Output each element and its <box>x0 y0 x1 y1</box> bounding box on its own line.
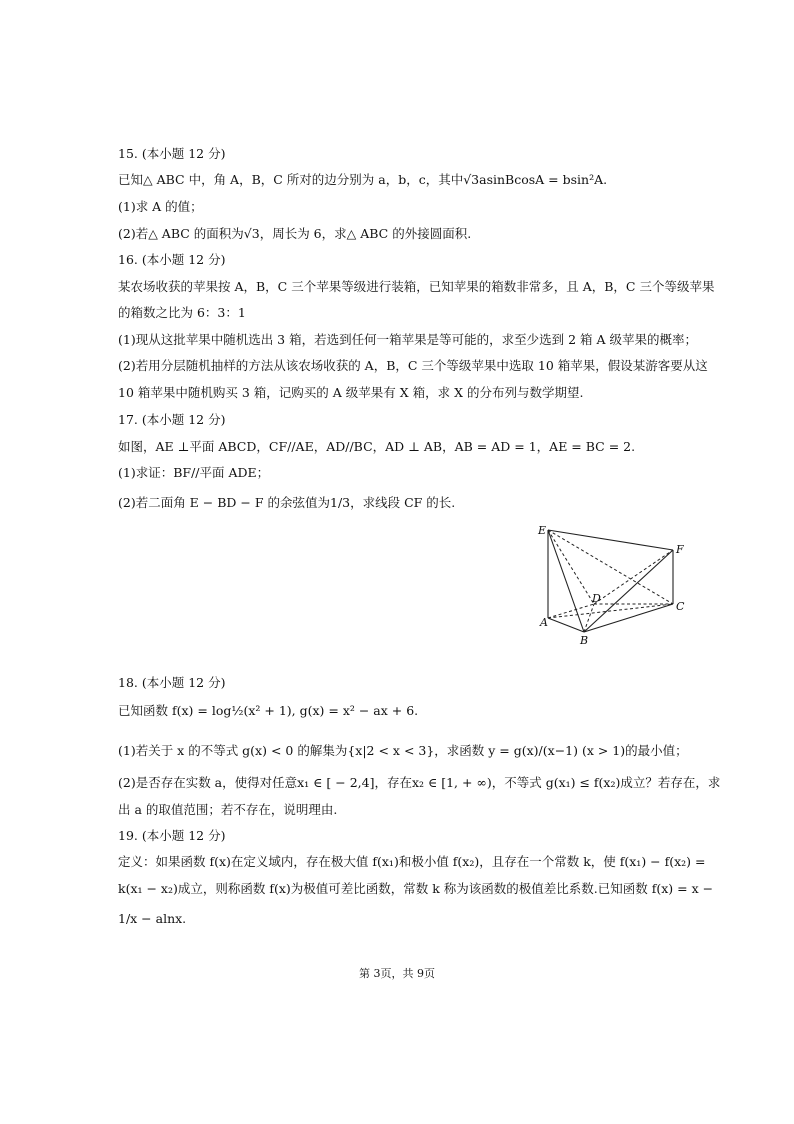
q19-stem-line1: 定义：如果函数 f(x)在定义域内，存在极大值 f(x₁)和极小值 f(x₂)，且存在一个常数 k，使 f(x₁) − f(x₂) = <box>118 854 706 869</box>
page-footer: 第 3页，共 9页 <box>359 967 435 980</box>
label-a: A <box>540 616 548 629</box>
q18-stem: 已知函数 f(x) = log½(x² + 1), g(x) = x² − ax + 6. <box>118 703 419 718</box>
label-d: D <box>592 592 601 605</box>
q16-heading: 16. (本小题 12 分) <box>118 252 226 267</box>
q18-part2-line1: (2)是否存在实数 a，使得对任意x₁ ∈ [ − 2,4]，存在x₂ ∈ [1, + ∞)，不等式 g(x₁) ≤ f(x₂)成立？若存在，求 <box>118 775 721 790</box>
q18-part1: (1)若关于 x 的不等式 g(x) < 0 的解集为{x|2 < x < 3}，求函数 y = g(x)/(x−1) (x > 1)的最小值； <box>118 743 688 758</box>
q19-heading: 19. (本小题 12 分) <box>118 828 226 843</box>
q17-part1: (1)求证：BF//平面 ADE； <box>118 465 270 480</box>
edge-df <box>594 550 673 604</box>
edge-bf <box>584 550 673 632</box>
label-f: F <box>676 543 684 556</box>
q16-part1: (1)现从这批苹果中随机选出 3 箱，若选到任何一箱苹果是等可能的，求至少选到 2 箱 A 级苹果的概率； <box>118 332 697 347</box>
solid-geometry-diagram <box>528 520 688 650</box>
q16-part2-line1: (2)若用分层随机抽样的方法从该农场收获的 A，B，C 三个等级苹果中选取 10 箱苹果，假设某游客要从这 <box>118 358 708 373</box>
q17-stem: 如图，AE ⊥平面 ABCD，CF//AE，AD//BC，AD ⊥ AB，AB = AD = 1，AE = BC = 2. <box>118 439 636 454</box>
q18-part2-line2: 出 a 的取值范围；若不存在，说明理由. <box>118 802 338 817</box>
edge-bc <box>584 604 673 632</box>
q16-stem-line2: 的箱数之比为 6：3：1 <box>118 305 246 320</box>
q16-part2-line2: 10 箱苹果中随机购买 3 箱，记购买的 A 级苹果有 X 箱，求 X 的分布列与数学期望. <box>118 385 584 400</box>
q18-heading: 18. (本小题 12 分) <box>118 675 226 690</box>
q19-stem-line2: k(x₁ − x₂)成立，则称函数 f(x)为极值可差比函数，常数 k 称为该函数的极值差比系数.已知函数 f(x) = x − <box>118 881 714 896</box>
q17-heading: 17. (本小题 12 分) <box>118 412 226 427</box>
q15-part1: (1)求 A 的值； <box>118 199 203 214</box>
q15-part2: (2)若△ ABC 的面积为√3，周长为 6，求△ ABC 的外接圆面积. <box>118 226 472 241</box>
edge-ab <box>548 618 584 632</box>
edge-ed <box>548 530 594 604</box>
q16-stem-line1: 某农场收获的苹果按 A，B，C 三个苹果等级进行装箱，已知苹果的箱数非常多，且 A，B，C 三个等级苹果 <box>118 279 715 294</box>
edge-ac <box>548 604 673 618</box>
label-b: B <box>580 634 589 647</box>
q17-part2: (2)若二面角 E − BD − F 的余弦值为1/3，求线段 CF 的长. <box>118 495 456 510</box>
q19-stem-line3: 1/x − alnx. <box>118 911 187 926</box>
edge-ef <box>548 530 673 550</box>
label-e: E <box>538 524 547 537</box>
label-c: C <box>676 600 685 613</box>
q15-heading: 15. (本小题 12 分) <box>118 146 226 161</box>
q17-geometry-figure <box>528 520 688 650</box>
q15-stem: 已知△ ABC 中，角 A，B，C 所对的边分别为 a，b，c，其中√3asinBcosA = bsin²A. <box>118 172 608 187</box>
